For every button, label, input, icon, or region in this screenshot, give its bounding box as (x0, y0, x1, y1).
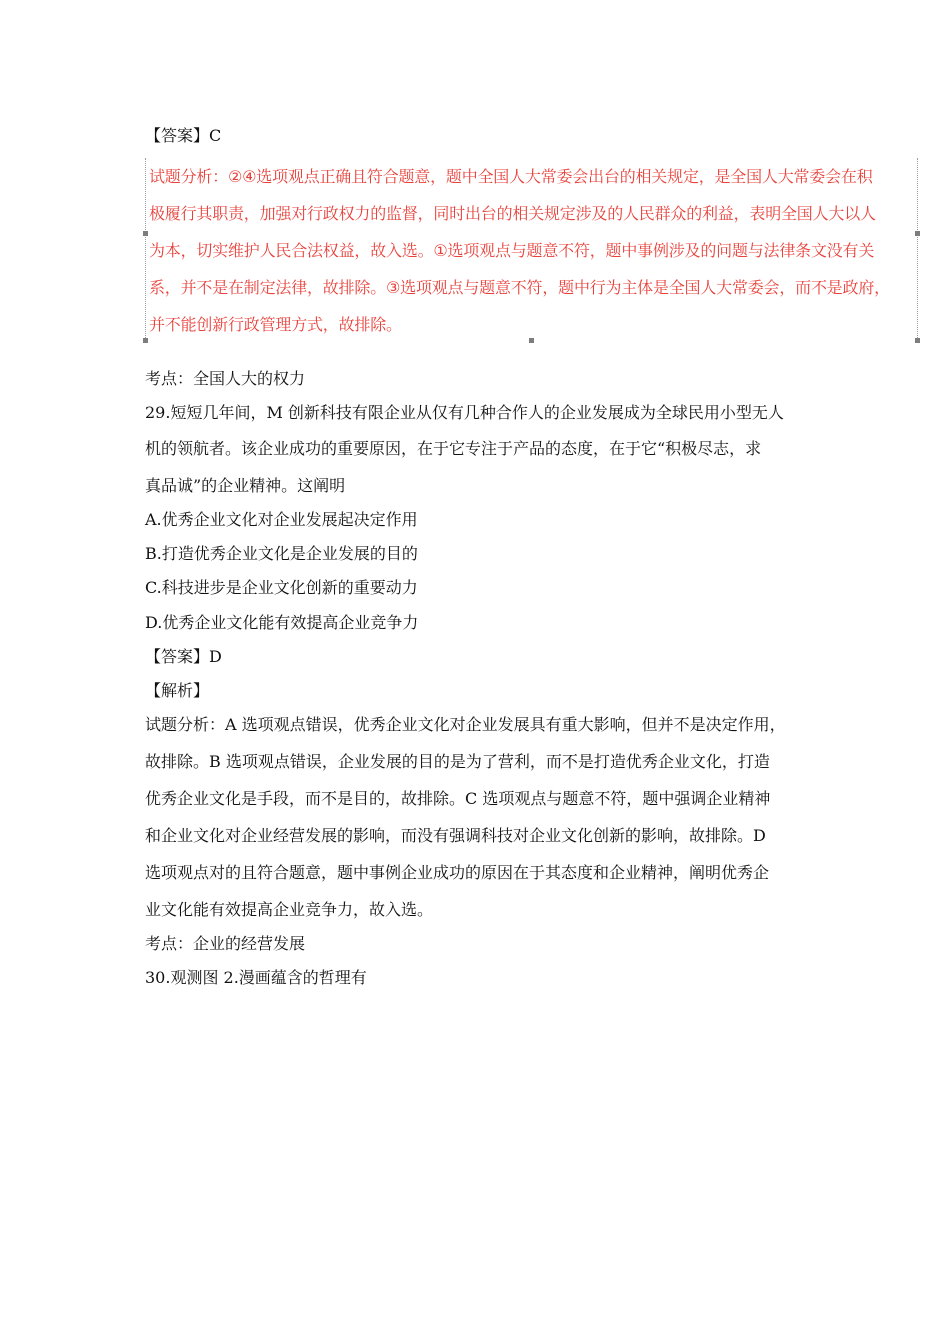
q29-stem-line: 29.短短几年间，M 创新科技有限企业从仅有几种合作人的企业发展成为全球民用小型无人 (145, 403, 784, 422)
q28-analysis-box[interactable] (145, 158, 918, 340)
q29-analysis-line: 试题分析：A 选项观点错误，优秀企业文化对企业发展具有重大影响，但并不是决定作用， (145, 715, 786, 734)
resize-handle-right[interactable] (915, 231, 920, 236)
q28-answer: 【答案】C (145, 126, 222, 145)
q28-kaodian: 考点：全国人大的权力 (145, 369, 306, 388)
q28-analysis-line: 为本，切实维护人民合法权益，故入选。①选项观点与题意不符，题中事例涉及的问题与法律条文没有关 (149, 241, 875, 260)
q28-analysis-line: 并不能创新行政管理方式，故排除。 (149, 315, 402, 334)
q29-analysis-line: 选项观点对的且符合题意，题中事例企业成功的原因在于其态度和企业精神，阐明优秀企 (145, 863, 770, 882)
resize-handle-bottom-left[interactable] (143, 338, 148, 343)
q28-analysis-line: 极履行其职责，加强对行政权力的监督，同时出台的相关规定涉及的人民群众的利益，表明全国人大以人 (149, 204, 876, 223)
resize-handle-left[interactable] (143, 231, 148, 236)
q29-analysis-line: 优秀企业文化是手段，而不是目的，故排除。C 选项观点与题意不符，题中强调企业精神 (145, 789, 771, 808)
q29-option-b: B.打造优秀企业文化是企业发展的目的 (145, 544, 418, 563)
q29-analysis-line: 故排除。B 选项观点错误，企业发展的目的是为了营利，而不是打造优秀企业文化，打造 (145, 752, 770, 771)
q29-option-d: D.优秀企业文化能有效提高企业竞争力 (145, 613, 419, 632)
q28-analysis-line: 系，并不是在制定法律，故排除。③选项观点与题意不符，题中行为主体是全国人大常委会，而不是政府， (149, 278, 890, 297)
q30-stem: 30.观测图 2.漫画蕴含的哲理有 (145, 968, 367, 987)
q29-jiexi-heading: 【解析】 (145, 681, 210, 700)
q28-analysis-line: 试题分析：②④选项观点正确且符合题意，题中全国人大常委会出台的相关规定，是全国人大常委会在积 (149, 167, 873, 186)
q29-option-c: C.科技进步是企业文化创新的重要动力 (145, 578, 418, 597)
q29-stem-line: 机的领航者。该企业成功的重要原因，在于它专注于产品的态度，在于它“积极尽志，求 (145, 439, 762, 458)
q29-kaodian: 考点：企业的经营发展 (145, 934, 306, 953)
q29-analysis-line: 业文化能有效提高企业竞争力，故入选。 (145, 900, 434, 919)
q29-stem-line: 真品诚”的企业精神。这阐明 (145, 476, 346, 495)
q29-answer: 【答案】D (145, 647, 222, 666)
q29-analysis-line: 和企业文化对企业经营发展的影响，而没有强调科技对企业文化创新的影响，故排除。D (145, 826, 766, 845)
resize-handle-bottom[interactable] (529, 338, 534, 343)
resize-handle-bottom-right[interactable] (915, 338, 920, 343)
q29-option-a: A.优秀企业文化对企业发展起决定作用 (145, 510, 418, 529)
